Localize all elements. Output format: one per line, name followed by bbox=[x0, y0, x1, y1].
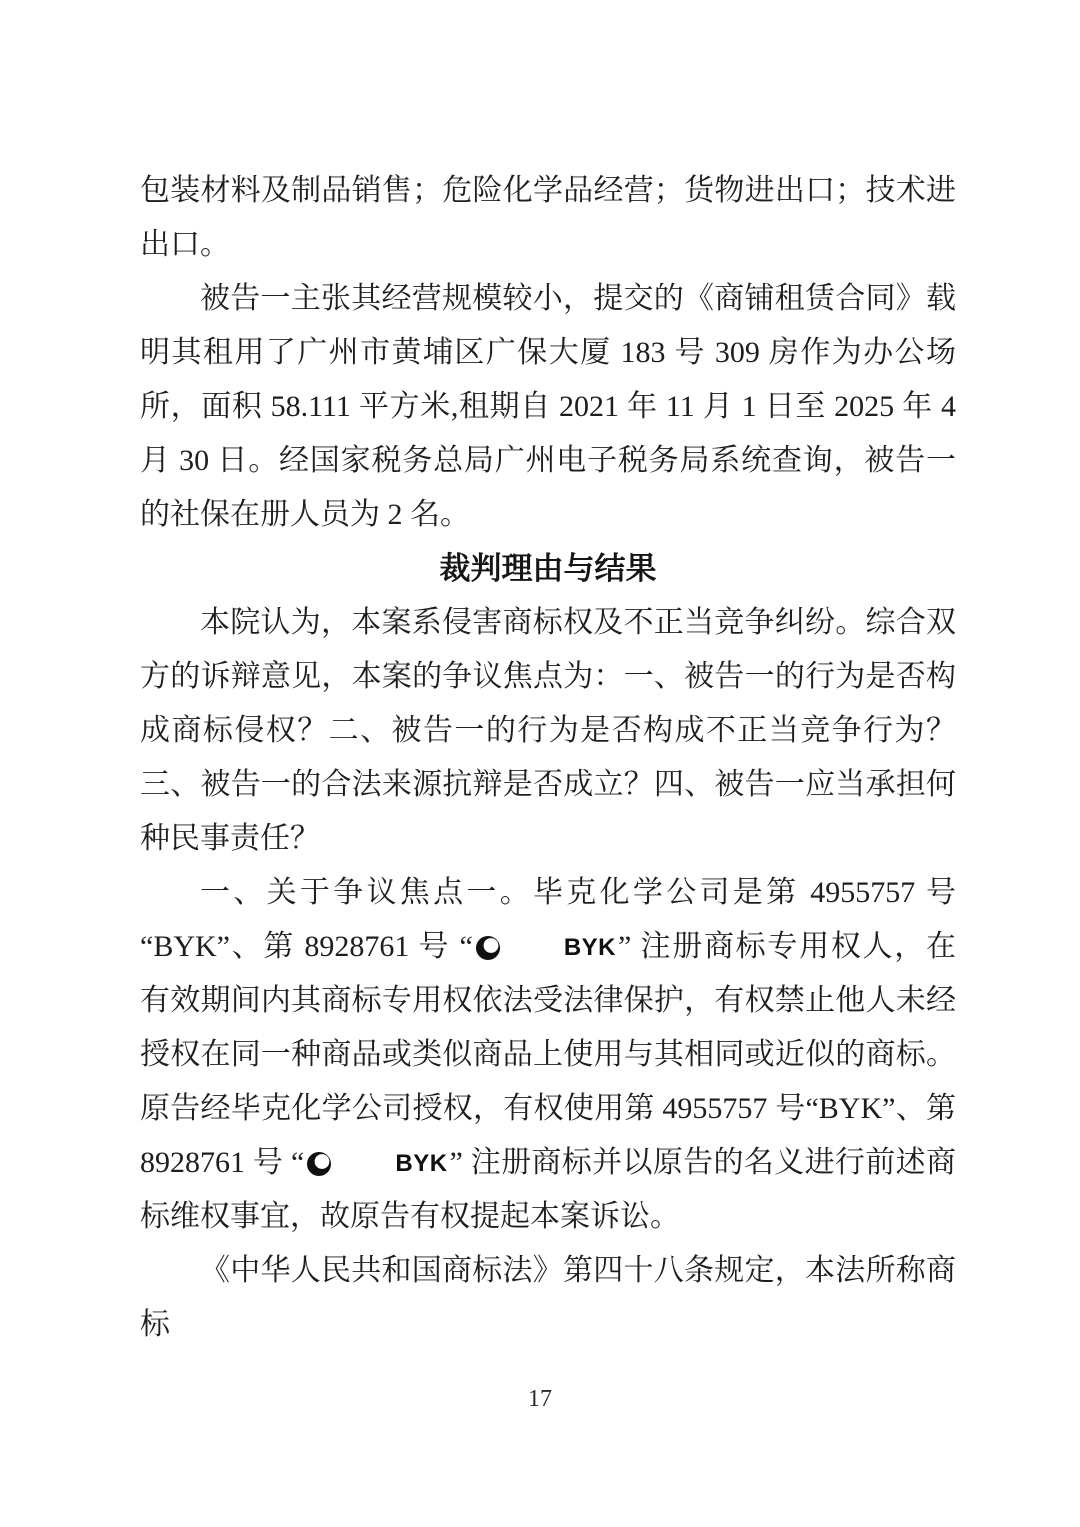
byk-logo-text: BYK bbox=[395, 1150, 448, 1177]
byk-circle-icon bbox=[306, 1151, 332, 1177]
document-body bbox=[140, 164, 956, 1352]
page-footer bbox=[0, 1386, 1080, 1413]
text-segment: 一、关于争议焦点一。毕克化学公司是第 4955757 号“BYK”、第 8928761 号 “ bbox=[140, 876, 956, 963]
paragraph-business-scope: 包装材料及制品销售；危险化学品经营；货物进出口；技术进出口。 bbox=[140, 174, 956, 261]
paragraph-lease: 被告一主张其经营规模较小，提交的《商铺租赁合同》载明其租用了广州市黄埔区广保大厦 183 号 309 房作为办公场所，面积 58.111 平方米,租期自 2021 年 11 月 1 日至 2025 年 4 月 30 日。经国家税务总局广州电子税务局系统查询，被告一的社保在册人员为 2 名。 bbox=[140, 282, 956, 531]
paragraph-focus-one bbox=[140, 866, 956, 1244]
byk-logo-text: BYK bbox=[563, 934, 616, 961]
byk-trademark-logo bbox=[475, 935, 616, 961]
paragraph-issues: 本院认为，本案系侵害商标权及不正当竞争纠纷。综合双方的诉辩意见，本案的争议焦点为：一、被告一的行为是否构成商标侵权？二、被告一的行为是否构成不正当竞争行为？三、被告一的合法来源抗辩是否成立？四、被告一应当承担何种民事责任？ bbox=[140, 606, 956, 855]
page-number: 17 bbox=[528, 1386, 552, 1412]
text-segment: ” 注册商标并以原告的名义进行前述商标维权事宜，故原告有权提起本案诉讼。 bbox=[140, 1146, 956, 1233]
byk-trademark-logo bbox=[306, 1151, 447, 1177]
paragraph-trademark-law: 《中华人民共和国商标法》第四十八条规定，本法所称商标 bbox=[140, 1254, 956, 1341]
text-segment: ” 注册商标专用权人，在有效期间内其商标专用权依法受法律保护，有权禁止他人未经授权在同一种商品或类似商品上使用与其相同或近似的商标。原告经毕克化学公司授权，有权使用第 4955757 号“BYK”、第 8928761 号 “ bbox=[140, 930, 956, 1179]
section-heading: 裁判理由与结果 bbox=[439, 551, 657, 586]
byk-circle-icon bbox=[475, 935, 501, 961]
